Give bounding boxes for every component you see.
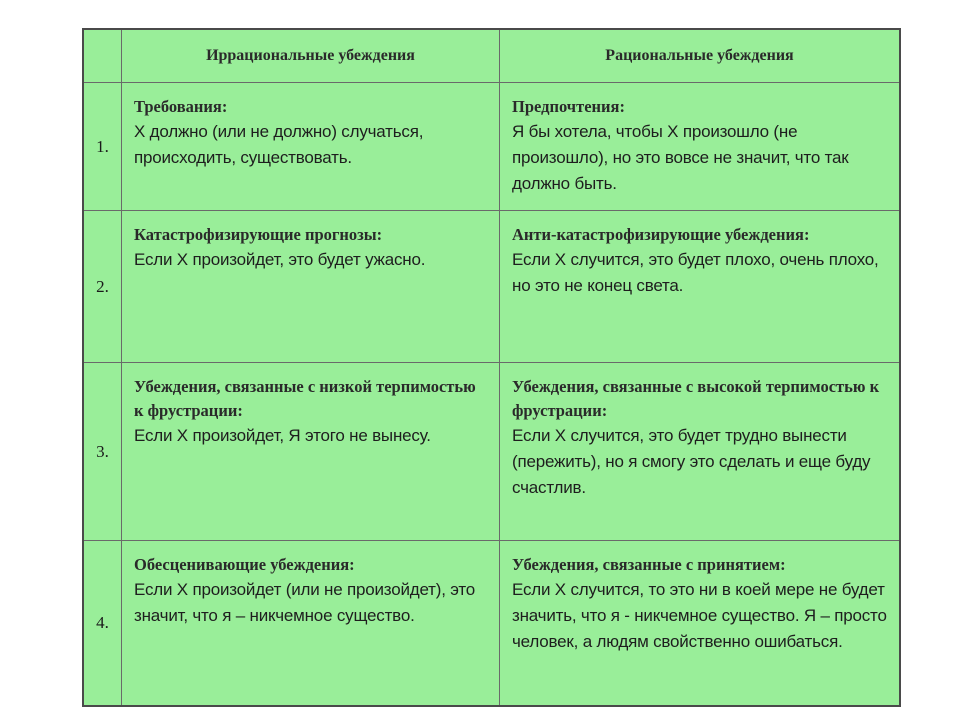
irrational-body: Х должно (или не должно) случаться, происходить, существовать. xyxy=(134,122,424,167)
irrational-title: Убеждения, связанные с низкой терпимостью к фрустрации: xyxy=(134,377,476,420)
irrational-body: Если Х произойдет (или не произойдет), это значит, что я – никчемное существо. xyxy=(134,580,476,625)
rational-body: Если Х случится, это будет плохо, очень плохо, но это не конец света. xyxy=(512,250,879,295)
irrational-cell xyxy=(122,83,500,210)
header-number-cell xyxy=(84,30,122,82)
irrational-body: Если Х произойдет, Я этого не вынесу. xyxy=(134,426,431,445)
row-number: 3. xyxy=(84,363,122,540)
beliefs-table xyxy=(82,28,901,707)
rational-cell xyxy=(500,541,899,705)
table-row xyxy=(84,211,899,363)
rational-cell xyxy=(500,83,899,210)
header-rational: Рациональные убеждения xyxy=(605,47,794,64)
rational-title: Предпочтения: xyxy=(512,97,625,116)
rational-cell xyxy=(500,363,899,540)
irrational-cell xyxy=(122,363,500,540)
rational-body: Если Х случится, это будет трудно вынести (пережить), но я смогу это сделать и еще буду счастлив. xyxy=(512,426,871,497)
header-irrational: Иррациональные убеждения xyxy=(122,30,500,82)
row-number: 2. xyxy=(84,211,122,362)
rational-body: Я бы хотела, чтобы Х произошло (не произошло), но это вовсе не значит, что так должно быть. xyxy=(512,122,849,193)
rational-title: Убеждения, связанные с принятием: xyxy=(512,555,786,574)
rational-title: Убеждения, связанные с высокой терпимостью к фрустрации: xyxy=(512,377,880,420)
irrational-title: Катастрофизирующие прогнозы: xyxy=(134,225,383,244)
irrational-body: Если Х произойдет, это будет ужасно. xyxy=(134,250,426,269)
rational-cell xyxy=(500,211,899,362)
table-row xyxy=(84,541,899,705)
irrational-cell xyxy=(122,541,500,705)
irrational-title: Обесценивающие убеждения: xyxy=(134,555,355,574)
irrational-cell xyxy=(122,211,500,362)
table-row xyxy=(84,83,899,211)
rational-body: Если Х случится, то это ни в коей мере не будет значить, что я - никчемное существо. Я – просто человек, а людям свойственно ошибаться. xyxy=(512,580,887,651)
row-number: 1. xyxy=(84,83,122,210)
row-number: 4. xyxy=(84,541,122,705)
rational-title: Анти-катастрофизирующие убеждения: xyxy=(512,225,810,244)
table-header-row xyxy=(84,30,899,83)
irrational-title: Требования: xyxy=(134,97,228,116)
table-row xyxy=(84,363,899,541)
